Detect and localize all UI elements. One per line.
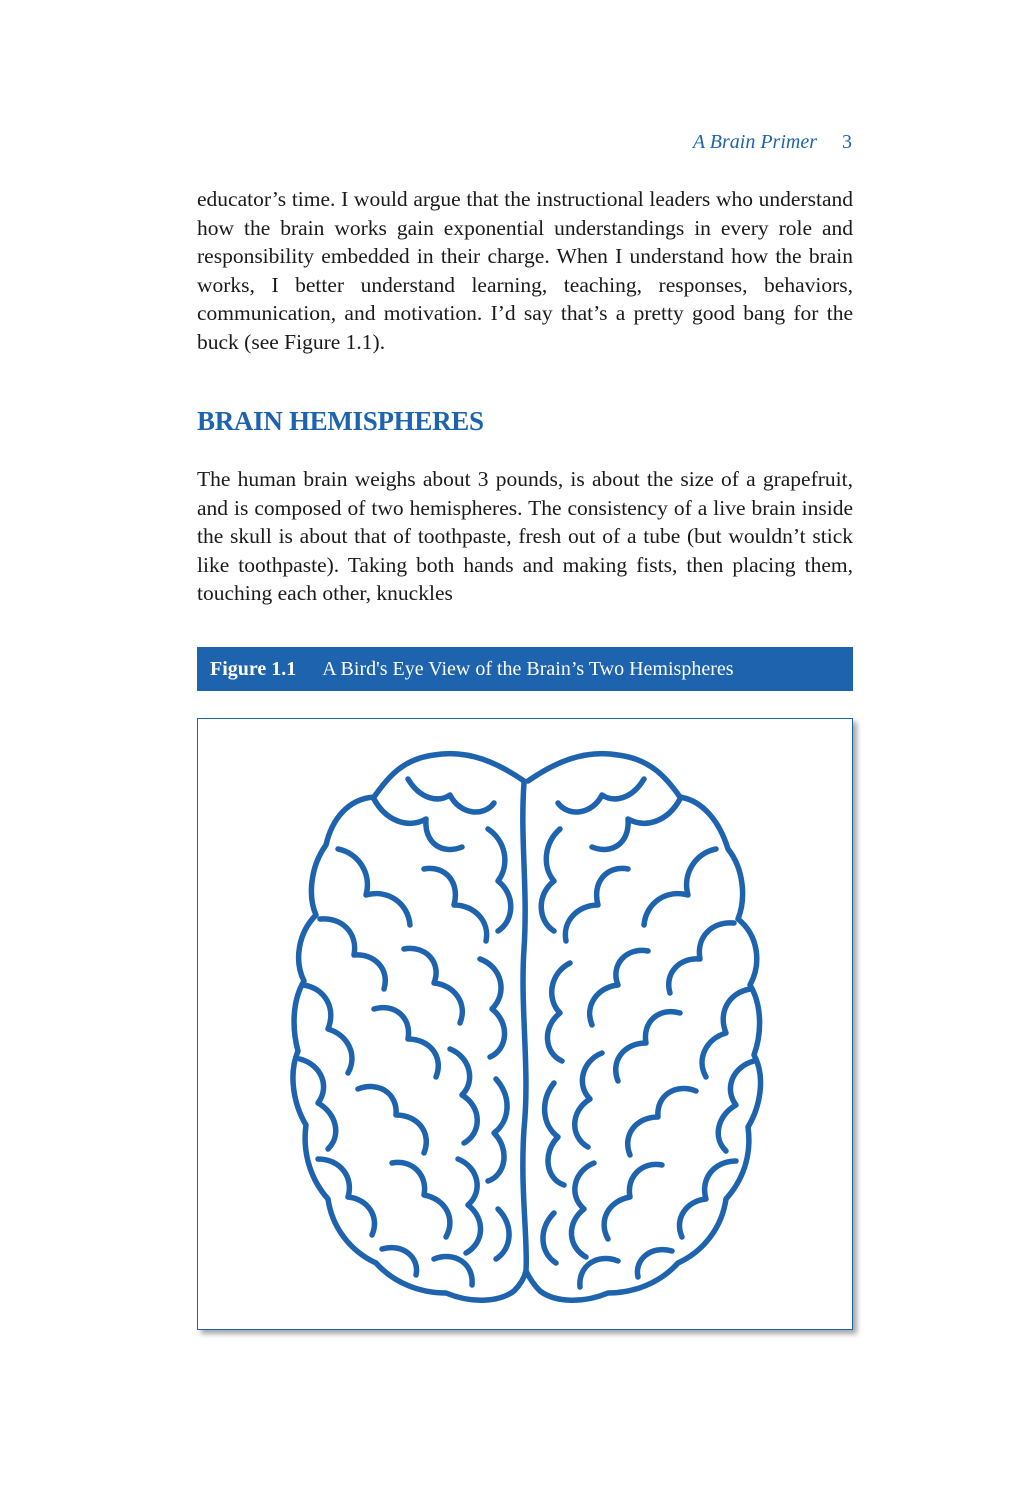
figure-caption-bar	[197, 647, 853, 691]
body-paragraph-2: The human brain weighs about 3 pounds, is about the size of a grapefruit, and is composed of two hemispheres. The consistency of a live brain inside the skull is about that of toothpaste, fresh out of a tube (but wouldn’t stick like toothpaste). Taking both hands and making fists, then placing them, touching each other, knuckles	[197, 467, 853, 606]
figure-caption-text: A Bird's Eye View of the Brain’s Two Hemispheres	[322, 658, 734, 680]
running-head	[693, 131, 852, 154]
page-number: 3	[842, 131, 852, 153]
running-head-title: A Brain Primer	[692, 131, 817, 153]
figure-frame	[197, 718, 853, 1330]
brain-top-view-icon	[198, 719, 851, 1328]
section-heading: BRAIN HEMISPHERES	[197, 406, 484, 436]
body-paragraph-1: educator’s time. I would argue that the instructional leaders who understand how the brain works gain exponential understandings in every role and responsibility embedded in their charge. When I understand how the brain works, I better understand learning, teaching, responses, behaviors, communication, and motivation. I’d say that’s a pretty good bang for the buck (see Figure 1.1).	[197, 187, 853, 354]
figure-label: Figure 1.1	[210, 658, 297, 680]
